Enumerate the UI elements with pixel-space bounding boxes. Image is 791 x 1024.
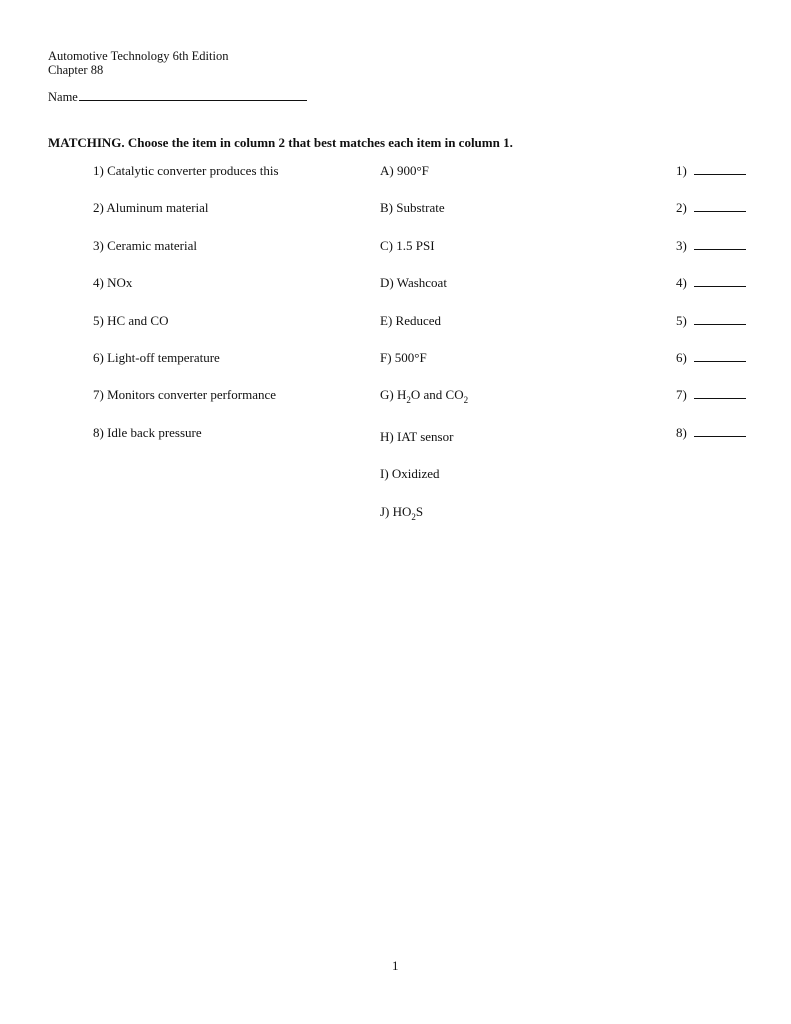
- name-label: Name: [48, 90, 78, 104]
- answer-row-7: [676, 387, 746, 403]
- answer-blank[interactable]: [694, 275, 746, 287]
- answer-blank[interactable]: [694, 425, 746, 437]
- question-7: 7) Monitors converter performance: [93, 387, 277, 402]
- option-g-subscript-1: 2: [406, 395, 411, 405]
- option-j: [380, 504, 423, 520]
- question-5: 5) HC and CO: [93, 313, 169, 328]
- option-e: E) Reduced: [380, 313, 442, 328]
- book-title: Automotive Technology 6th Edition: [48, 49, 229, 63]
- option-b: B) Substrate: [380, 200, 445, 215]
- option-g-subscript-2: 2: [463, 395, 469, 405]
- answer-row-2: [676, 200, 746, 216]
- option-i: I) Oxidized: [380, 466, 440, 481]
- question-8: 8) Idle back pressure: [93, 425, 202, 440]
- option-g-middle: O and CO: [410, 387, 464, 402]
- answer-label: 5): [676, 313, 687, 328]
- option-j-suffix: S: [415, 504, 424, 519]
- question-2: 2) Aluminum material: [93, 200, 209, 215]
- answer-blank[interactable]: [694, 200, 746, 212]
- answer-blank[interactable]: [694, 350, 746, 362]
- answer-row-8: [676, 425, 746, 441]
- answer-label: 4): [676, 275, 687, 290]
- answer-label: 7): [676, 387, 687, 402]
- option-j-subscript: 2: [411, 512, 416, 522]
- name-row: [48, 89, 307, 105]
- answer-label: 8): [676, 425, 687, 440]
- answer-blank[interactable]: [694, 238, 746, 250]
- answer-row-3: [676, 238, 746, 254]
- option-g-prefix: G) H: [380, 387, 407, 402]
- name-field[interactable]: [79, 89, 307, 101]
- answer-row-6: [676, 350, 746, 366]
- question-6: 6) Light-off temperature: [93, 350, 220, 365]
- option-d: D) Washcoat: [380, 275, 447, 290]
- answer-row-1: [676, 163, 746, 179]
- answer-blank[interactable]: [694, 163, 746, 175]
- answer-row-4: [676, 275, 746, 291]
- page-number: 1: [392, 958, 399, 973]
- chapter-label: Chapter 88: [48, 63, 104, 77]
- option-h: H) IAT sensor: [380, 429, 454, 444]
- answer-blank[interactable]: [694, 387, 746, 399]
- question-4: 4) NOx: [93, 275, 133, 290]
- instructions: MATCHING. Choose the item in column 2 that best matches each item in column 1.: [48, 135, 513, 150]
- answer-blank[interactable]: [694, 313, 746, 325]
- answer-label: 1): [676, 163, 687, 178]
- question-3: 3) Ceramic material: [93, 238, 197, 253]
- answer-label: 2): [676, 200, 687, 215]
- answer-row-5: [676, 313, 746, 329]
- option-f: F) 500°F: [380, 350, 427, 365]
- option-g: [380, 387, 468, 403]
- option-a: A) 900°F: [380, 163, 429, 178]
- answer-label: 3): [676, 238, 687, 253]
- answer-label: 6): [676, 350, 687, 365]
- option-c: C) 1.5 PSI: [380, 238, 435, 253]
- option-j-prefix: J) HO: [380, 504, 412, 519]
- question-1: 1) Catalytic converter produces this: [93, 163, 279, 178]
